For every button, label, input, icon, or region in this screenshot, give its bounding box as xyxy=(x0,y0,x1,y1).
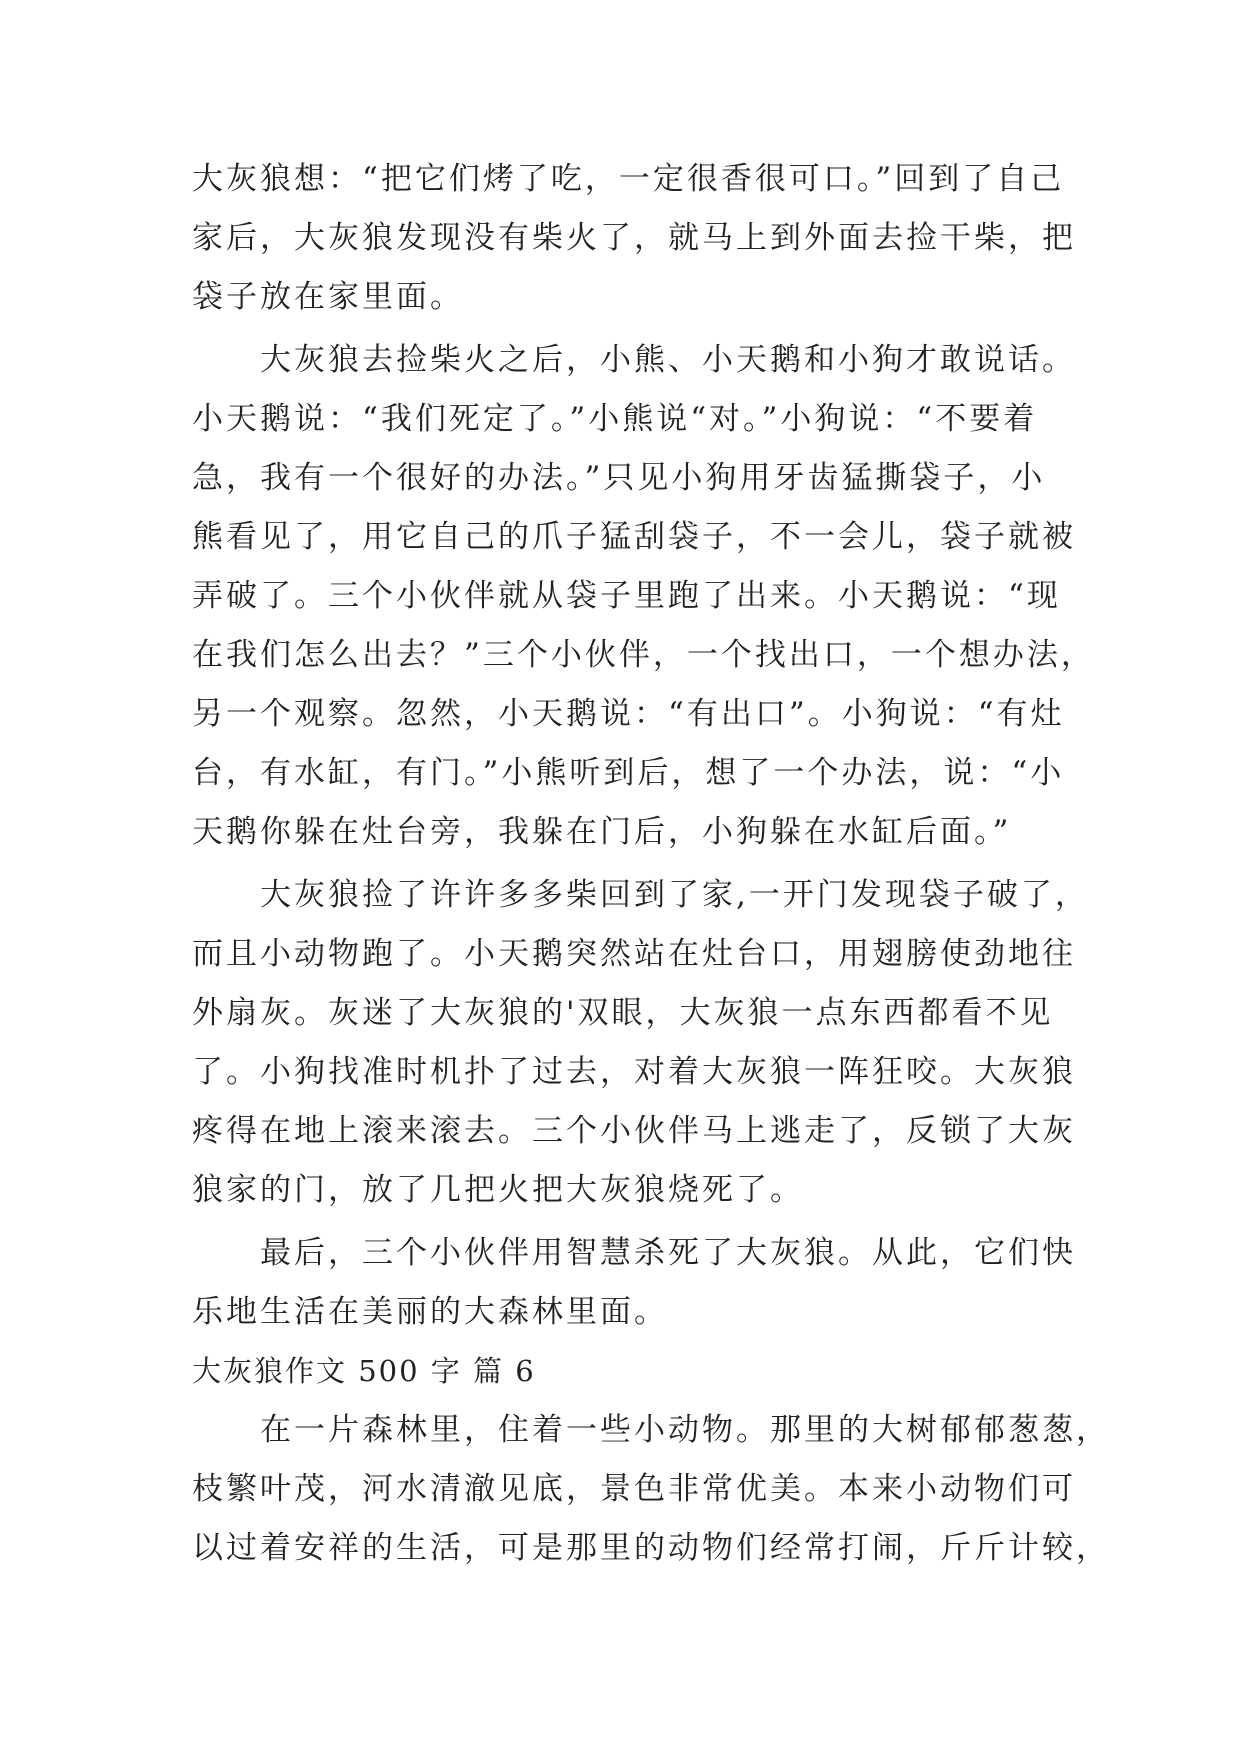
text-line: 在我们怎么出去？”三个小伙伴，一个找出口，一个想办法， xyxy=(192,637,1095,673)
text-line: 家后，大灰狼发现没有柴火了，就马上到外面去捡干柴，把 xyxy=(192,220,1076,256)
text-line: 疼得在地上滚来滚去。三个小伙伴马上逃走了，反锁了大灰 xyxy=(192,1113,1076,1149)
text-line: 了。小狗找准时机扑了过去，对着大灰狼一阵狂咬。大灰狼 xyxy=(192,1054,1076,1090)
text-line: 外扇灰。灰迷了大灰狼的'双眼，大灰狼一点东西都看不见 xyxy=(192,995,1054,1031)
text-line: 熊看见了，用它自己的爪子猛刮袋子，不一会儿，袋子就被 xyxy=(192,519,1076,555)
text-line: 枝繁叶茂，河水清澈见底，景色非常优美。本来小动物们可 xyxy=(192,1471,1076,1507)
text-line: 另一个观察。忽然，小天鹅说：“有出口”。小狗说：“有灶 xyxy=(192,696,1065,732)
text-line: 而且小动物跑了。小天鹅突然站在灶台口，用翅膀使劲地往 xyxy=(192,936,1076,972)
text-line: 最后，三个小伙伴用智慧杀死了大灰狼。从此，它们快 xyxy=(192,1235,1076,1271)
text-line: 天鹅你躲在灶台旁，我躲在门后，小狗躲在水缸后面。” xyxy=(192,814,1012,850)
text-line: 在一片森林里，住着一些小动物。那里的大树郁郁葱葱， xyxy=(192,1412,1110,1448)
document-body xyxy=(192,150,1110,1578)
text-line: 弄破了。三个小伙伴就从袋子里跑了出来。小天鹅说：“现 xyxy=(192,578,1061,614)
paragraph xyxy=(192,331,1095,862)
text-line: 大灰狼去捡柴火之后，小熊、小天鹅和小狗才敢说话。 xyxy=(192,342,1076,378)
paragraph xyxy=(192,866,1089,1220)
text-line: 乐地生活在美丽的大森林里面。 xyxy=(192,1294,668,1330)
text-line: 大灰狼捡了许许多多柴回到了家,一开门发现袋子破了， xyxy=(192,877,1089,913)
text-line: 急，我有一个很好的办法。”只见小狗用牙齿猛撕袋子，小 xyxy=(192,460,1046,496)
text-line: 袋子放在家里面。 xyxy=(192,279,464,315)
text-line: 大灰狼想：“把它们烤了吃，一定很香很可口。”回到了自己 xyxy=(192,161,1065,197)
text-line: 狼家的门，放了几把火把大灰狼烧死了。 xyxy=(192,1172,804,1208)
paragraph xyxy=(192,1401,1110,1578)
section-heading: 大灰狼作文 500 字 篇 6 xyxy=(192,1354,536,1388)
paragraph xyxy=(192,1224,1076,1342)
paragraph xyxy=(192,150,1076,327)
text-line: 以过着安祥的生活，可是那里的动物们经常打闹，斤斤计较， xyxy=(192,1530,1110,1566)
text-line: 小天鹅说：“我们死定了。”小熊说“对。”小狗说：“不要着 xyxy=(192,401,1038,437)
text-line: 台，有水缸，有门。”小熊听到后，想了一个办法，说：“小 xyxy=(192,755,1065,791)
